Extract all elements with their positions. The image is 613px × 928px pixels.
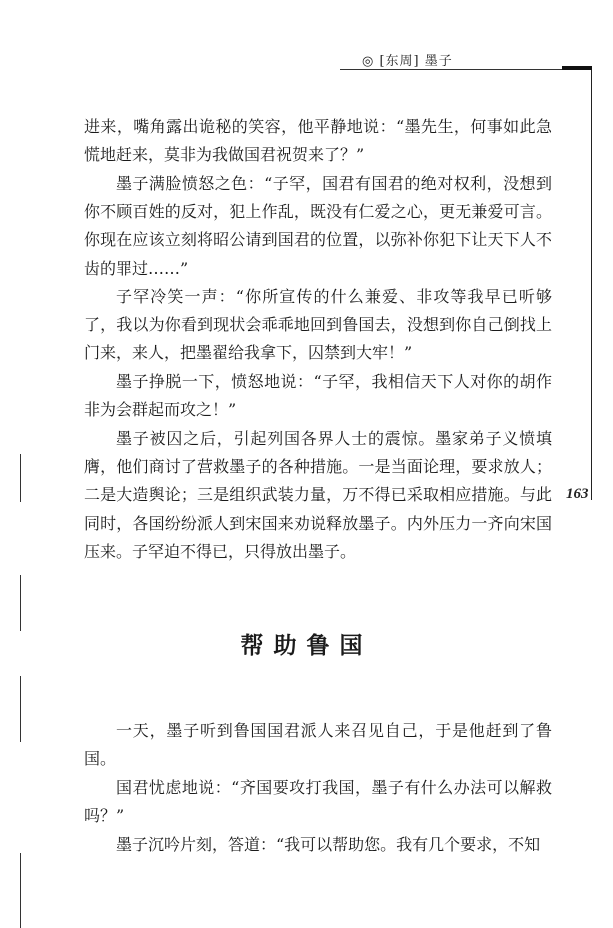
header-bar xyxy=(562,66,592,70)
margin-mark xyxy=(20,676,21,742)
paragraph: 墨子被囚之后，引起列国各界人士的震惊。墨家弟子义愤填膺，他们商讨了营救墨子的各种措施。一是当面论理，要求放人；二是大造舆论；三是组织武装力量，万不得已采取相应措施。与此同时，各国纷纷派人到宋国来劝说释放墨子。内外压力一齐向宋国压来。子罕迫不得已，只得放出墨子。 xyxy=(84,429,552,561)
paragraph: 墨子沉吟片刻，答道：“我可以帮助您。我有几个要求，不知 xyxy=(116,835,541,854)
paragraph: 进来，嘴角露出诡秘的笑容，他平静地说：“墨先生，何事如此急慌地赶来，莫非为我做国君祝贺来了？” xyxy=(84,117,552,165)
header-rule xyxy=(340,69,562,70)
page-number: 163 xyxy=(566,486,589,502)
margin-mark xyxy=(20,575,21,631)
margin-mark xyxy=(20,853,21,928)
running-header: ◎ [东周] 墨子 xyxy=(362,54,453,69)
paragraph: 墨子挣脱一下，愤怒地说：“子罕，我相信天下人对你的胡作非为会群起而攻之！” xyxy=(84,372,552,420)
paragraph: 一天，墨子听到鲁国国君派人来召见自己，于是他赶到了鲁国。 xyxy=(84,721,552,769)
section-title: 帮助鲁国 xyxy=(240,632,373,659)
margin-mark xyxy=(20,454,21,502)
paragraph: 墨子满脸愤怒之色：“子罕，国君有国君的绝对权利，没想到你不顾百姓的反对，犯上作乱，既没有仁爱之心，更无兼爱可言。你现在应该立刻将昭公请到国君的位置，以弥补你犯下让天下人不齿的罪过……” xyxy=(84,174,552,278)
page-edge-line xyxy=(591,70,592,500)
paragraph: 子罕冷笑一声：“你所宣传的什么兼爱、非攻等我早已听够了，我以为你看到现状会乖乖地回到鲁国去，没想到你自己倒找上门来，来人，把墨翟给我拿下，囚禁到大牢！” xyxy=(84,287,552,363)
paragraph: 国君忧虑地说：“齐国要攻打我国，墨子有什么办法可以解救吗？” xyxy=(84,778,552,826)
